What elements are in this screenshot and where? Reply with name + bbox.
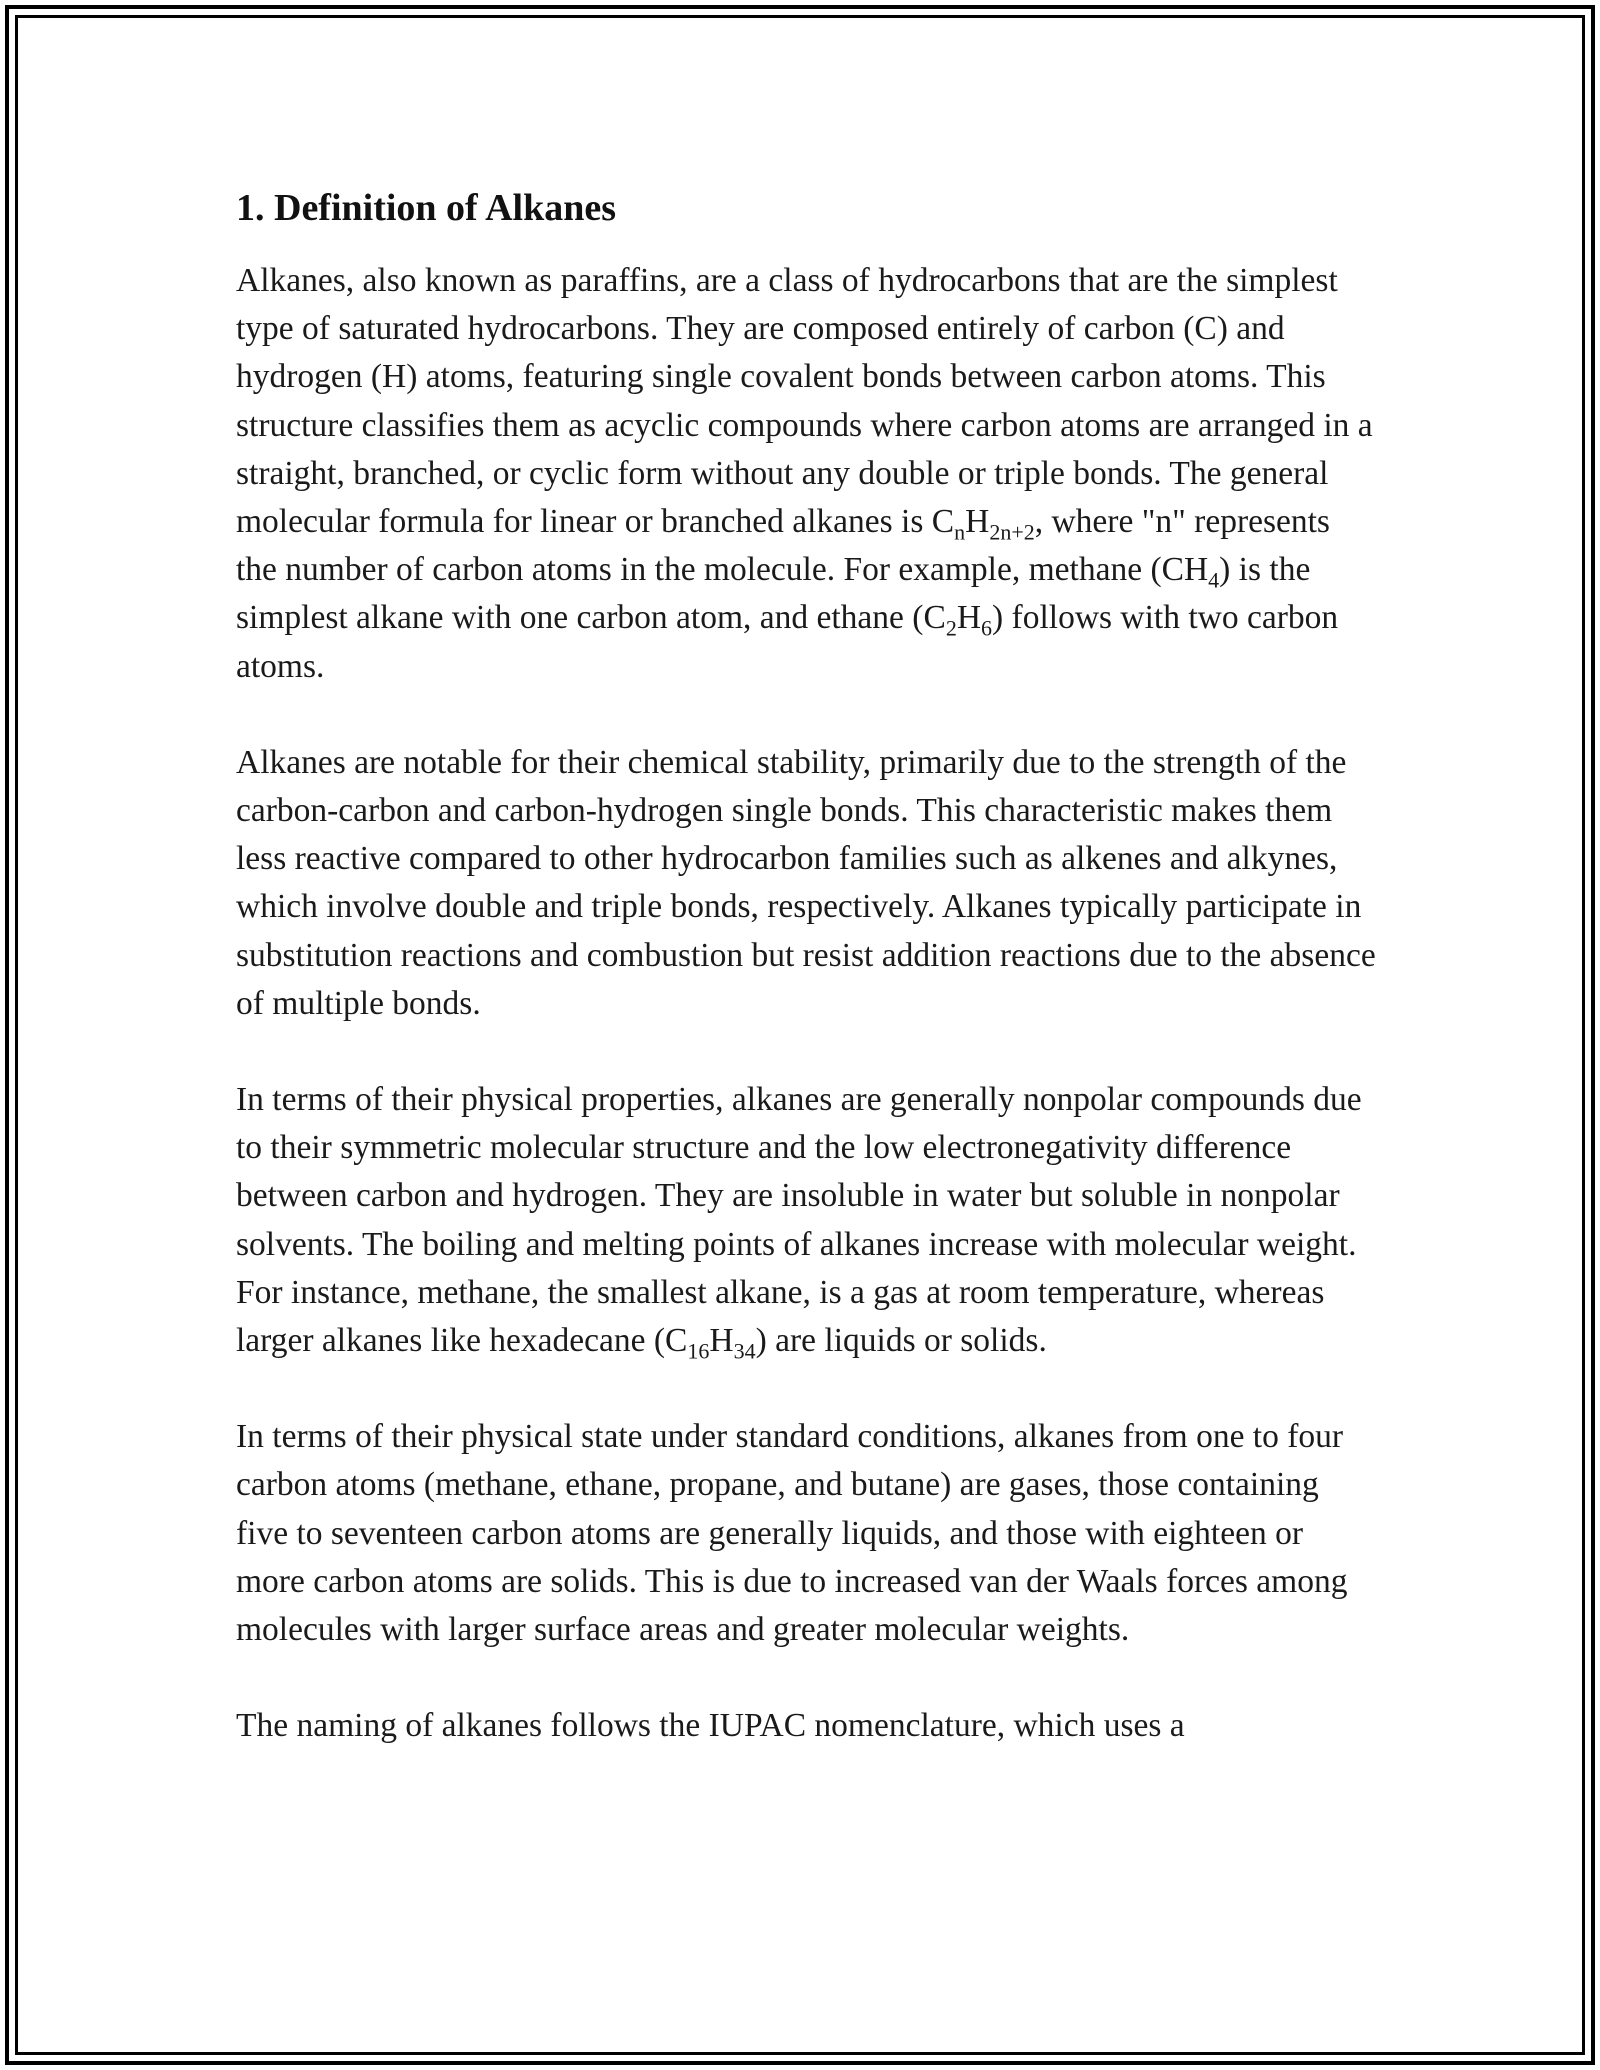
- paragraph-physical-properties: [236, 1076, 1376, 1365]
- paragraph-nomenclature: The naming of alkanes follows the IUPAC nomenclature, which uses a: [236, 1707, 1185, 1745]
- paragraph-text: H: [709, 1322, 734, 1360]
- paragraph-text: ) follows with two carbon atoms.: [236, 599, 1339, 685]
- paragraph-text: , where "n" represents the number of carbon atoms in the molecule. For example, methane (CH: [236, 503, 1330, 589]
- document-body: [236, 185, 1376, 1798]
- paragraph-definition: [236, 257, 1376, 691]
- paragraph-physical-state: In terms of their physical state under standard conditions, alkanes from one to four carbon atoms (methane, ethane, propane, and butane) are gases, those containing five to seventeen carbon atoms are generally liquids, and those with eighteen or more carbon atoms are solids. This is due to increased van der Waals forces among molecules with larger surface areas and greater molecular weights.: [236, 1418, 1348, 1649]
- paragraph-text: H: [956, 599, 982, 637]
- subscript: 2n+2: [989, 519, 1035, 545]
- subscript: 2: [945, 616, 957, 642]
- section-heading: 1. Definition of Alkanes: [236, 187, 617, 229]
- paragraph-text: ) is the simplest alkane with one carbon atom, and ethane (C: [236, 551, 1311, 637]
- paragraph-text: H: [965, 503, 990, 541]
- subscript: 6: [981, 616, 993, 642]
- subscript: 34: [733, 1338, 756, 1364]
- paragraph-text: Alkanes, also known as paraffins, are a class of hydrocarbons that are the simplest type of saturated hydrocarbons. They are composed entirely of carbon (C) and hydrogen (H) atoms, featuring single covalent bonds between carbon atoms. This structure classifies them as acyclic compounds where carbon atoms are arranged in a straight, branched, or cyclic form without any double or triple bonds. The general molecular formula for linear or branched alkanes is C: [236, 262, 1373, 541]
- paragraph-stability: Alkanes are notable for their chemical stability, primarily due to the strength of the carbon-carbon and carbon-hydrogen single bonds. This characteristic makes them less reactive compared to other hydrocarbon families such as alkenes and alkynes, which involve double and triple bonds, respectively. Alkanes typically participate in substitution reactions and combustion but resist addition reactions due to the absence of multiple bonds.: [236, 743, 1376, 1022]
- subscript: n: [954, 519, 966, 545]
- subscript: 4: [1208, 567, 1220, 593]
- subscript: 16: [687, 1338, 710, 1364]
- paragraph-text: ) are liquids or solids.: [755, 1322, 1047, 1360]
- paragraph-text: In terms of their physical properties, alkanes are generally nonpolar compounds due to their symmetric molecular structure and the low electronegativity difference between carbon and hydrogen. They are insoluble in water but soluble in nonpolar solvents. The boiling and melting points of alkanes increase with molecular weight. For instance, methane, the smallest alkane, is a gas at room temperature, whereas larger alkanes like hexadecane (C: [236, 1081, 1362, 1360]
